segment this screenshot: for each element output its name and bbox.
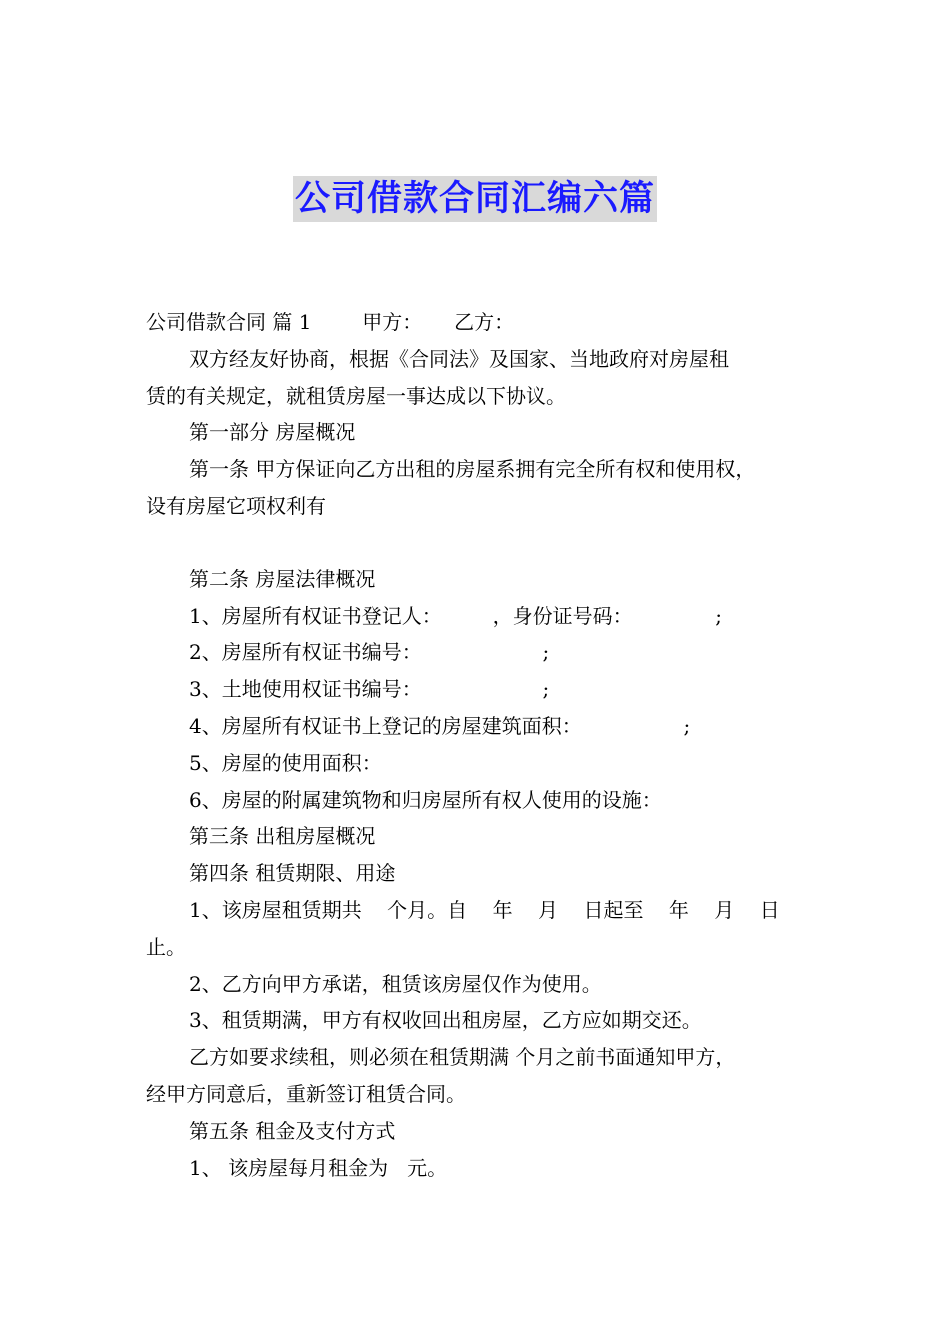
paragraph-line: 双方经友好协商，根据《合同法》及国家、当地政府对房屋租 [189,346,729,371]
paragraph-line: 乙方如要求续租，则必须在租赁期满 个月之前书面通知甲方， [189,1045,736,1070]
list-item: 6、房屋的附属建筑物和归房屋所有权人使用的设施： [189,787,662,812]
clause-heading: 第二条 房屋法律概况 [189,566,376,591]
list-item: 1、该房屋租赁期共 个月。自 年 月 日起至 年 月 日 [189,897,780,922]
list-item: 5、房屋的使用面积： [189,750,382,775]
paragraph-line: 第一条 甲方保证向乙方出租的房屋系拥有完全所有权和使用权， [189,457,756,482]
section-heading: 第一部分 房屋概况 [189,420,356,445]
list-item: 3、土地使用权证书编号： ; [189,677,550,702]
document-title: 公司借款合同汇编六篇 [293,176,657,222]
list-item: 2、房屋所有权证书编号： ; [189,640,550,665]
clause-heading: 第四条 租赁期限、用途 [189,861,396,886]
list-item: 1、 该房屋每月租金为 元。 [189,1155,448,1180]
paragraph-line: 设有房屋它项权利有 [146,493,326,518]
list-item: 4、房屋所有权证书上登记的房屋建筑面积： ; [189,713,691,738]
list-item: 1、房屋所有权证书登记人： ，身份证号码： ; [189,603,722,628]
title-wrap [0,176,950,222]
paragraph-line: 经甲方同意后，重新签订租赁合同。 [146,1081,466,1106]
list-item: 2、乙方向甲方承诺，租赁该房屋仅作为使用。 [189,971,602,996]
paragraph-line: 公司借款合同 篇 1 甲方： 乙方： [146,310,515,334]
document-body [146,304,818,1186]
paragraph-line: 赁的有关规定，就租赁房屋一事达成以下协议。 [146,383,566,408]
blank-gap [146,525,818,561]
clause-heading: 第五条 租金及支付方式 [189,1118,396,1143]
list-item: 3、租赁期满，甲方有权收回出租房屋，乙方应如期交还。 [189,1008,702,1033]
clause-heading: 第三条 出租房屋概况 [189,824,376,849]
paragraph-line: 止。 [146,934,186,959]
